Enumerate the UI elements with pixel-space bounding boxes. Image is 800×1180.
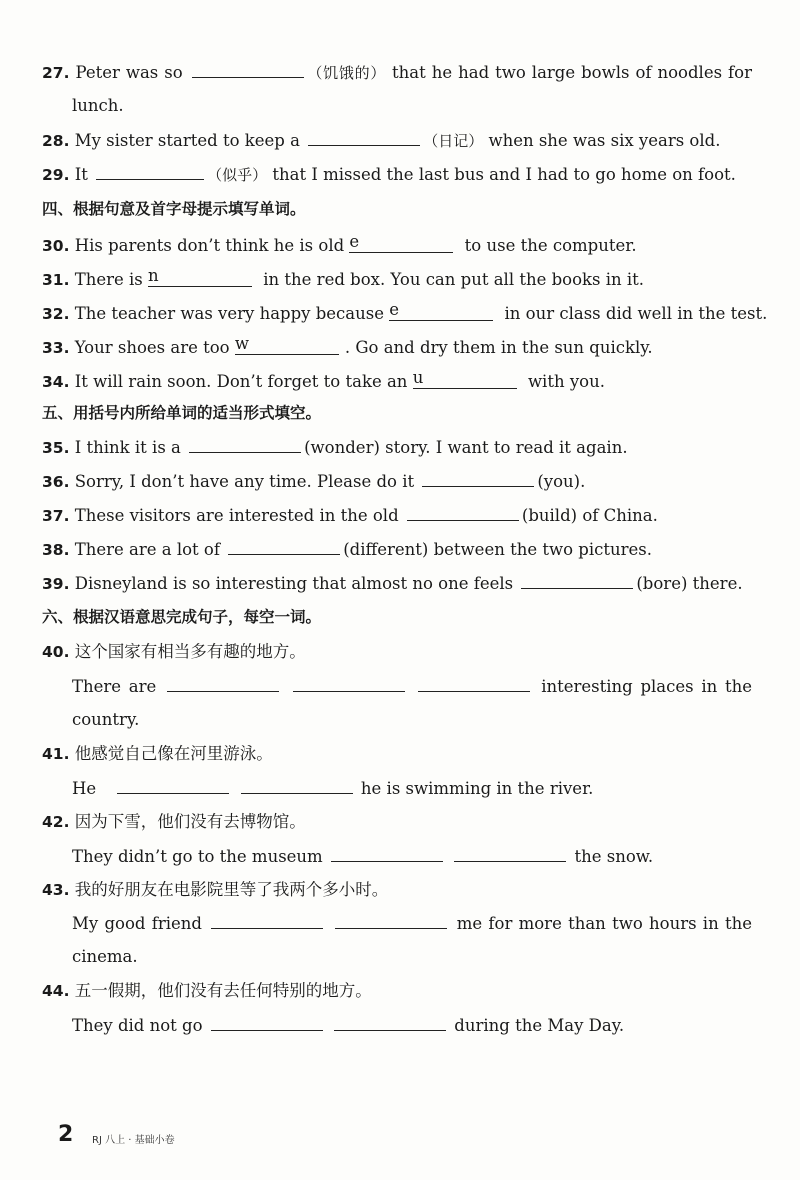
question-27-continued: lunch. bbox=[72, 96, 124, 115]
answer-blank[interactable] bbox=[422, 470, 534, 487]
answer-blank[interactable] bbox=[335, 912, 447, 929]
question-38: 38. There are a lot of (different) between the two pictures. bbox=[42, 540, 652, 559]
answer-blank[interactable] bbox=[293, 675, 405, 692]
answer-blank[interactable] bbox=[308, 129, 420, 146]
answer-blank[interactable]: e bbox=[389, 302, 493, 321]
question-40-chinese: 40. 这个国家有相当多有趣的地方。 bbox=[42, 642, 306, 661]
question-32: 32. The teacher was very happy because e in our class did well in the test. bbox=[42, 300, 768, 323]
question-42-chinese: 42. 因为下雪，他们没有去博物馆。 bbox=[42, 812, 306, 831]
answer-blank[interactable] bbox=[241, 777, 353, 794]
question-27: 27. Peter was so （饥饿的） that he had two large bowls of noodles for bbox=[42, 63, 752, 82]
answer-blank[interactable] bbox=[331, 845, 443, 862]
question-44-chinese: 44. 五一假期，他们没有去任何特别的地方。 bbox=[42, 981, 372, 1000]
section-heading-6: 六、根据汉语意思完成句子，每空一词。 bbox=[42, 608, 322, 626]
section-heading-4: 四、根据句意及首字母提示填写单词。 bbox=[42, 200, 306, 218]
answer-blank[interactable] bbox=[334, 1014, 446, 1031]
question-44: They did not go during the May Day. bbox=[72, 1016, 625, 1035]
answer-blank[interactable]: w bbox=[235, 336, 339, 355]
section-heading-5: 五、用括号内所给单词的适当形式填空。 bbox=[42, 404, 322, 422]
question-41-chinese: 41. 他感觉自己像在河里游泳。 bbox=[42, 744, 273, 763]
answer-blank[interactable] bbox=[167, 675, 279, 692]
answer-blank[interactable]: u bbox=[413, 370, 517, 389]
answer-blank[interactable] bbox=[189, 436, 301, 453]
question-39: 39. Disneyland is so interesting that almost no one feels (bore) there. bbox=[42, 574, 743, 593]
question-40-continued: country. bbox=[72, 710, 140, 729]
answer-blank[interactable]: n bbox=[148, 268, 252, 287]
question-43: My good friend me for more than two hours in the bbox=[72, 914, 752, 933]
question-34: 34. It will rain soon. Don’t forget to take an u with you. bbox=[42, 368, 605, 391]
answer-blank[interactable] bbox=[521, 572, 633, 589]
answer-blank[interactable]: e bbox=[349, 234, 453, 253]
answer-blank[interactable] bbox=[418, 675, 530, 692]
question-42: They didn’t go to the museum the snow. bbox=[72, 847, 654, 866]
question-29: 29. It （似乎） that I missed the last bus and I had to go home on foot. bbox=[42, 165, 736, 184]
question-41: He he is swimming in the river. bbox=[72, 779, 594, 798]
question-36: 36. Sorry, I don’t have any time. Please do it (you). bbox=[42, 472, 586, 491]
answer-blank[interactable] bbox=[211, 1014, 323, 1031]
question-43-chinese: 43. 我的好朋友在电影院里等了我两个多小时。 bbox=[42, 880, 389, 899]
page-number: 2 bbox=[58, 1122, 74, 1147]
question-28: 28. My sister started to keep a （日记） when she was six years old. bbox=[42, 131, 721, 150]
question-35: 35. I think it is a (wonder) story. I want to read it again. bbox=[42, 438, 628, 457]
answer-blank[interactable] bbox=[192, 61, 304, 78]
answer-blank[interactable] bbox=[96, 163, 204, 180]
question-33: 33. Your shoes are too w . Go and dry them in the sun quickly. bbox=[42, 334, 653, 357]
answer-blank[interactable] bbox=[454, 845, 566, 862]
answer-blank[interactable] bbox=[407, 504, 519, 521]
answer-blank[interactable] bbox=[117, 777, 229, 794]
question-43-continued: cinema. bbox=[72, 947, 138, 966]
book-label: RJ 八上 · 基础小卷 bbox=[92, 1135, 175, 1146]
question-40: There are interesting places in the bbox=[72, 677, 752, 696]
question-31: 31. There is n in the red box. You can put all the books in it. bbox=[42, 266, 645, 289]
question-37: 37. These visitors are interested in the old (build) of China. bbox=[42, 506, 658, 525]
answer-blank[interactable] bbox=[211, 912, 323, 929]
question-30: 30. His parents don’t think he is old e to use the computer. bbox=[42, 232, 637, 255]
answer-blank[interactable] bbox=[228, 538, 340, 555]
